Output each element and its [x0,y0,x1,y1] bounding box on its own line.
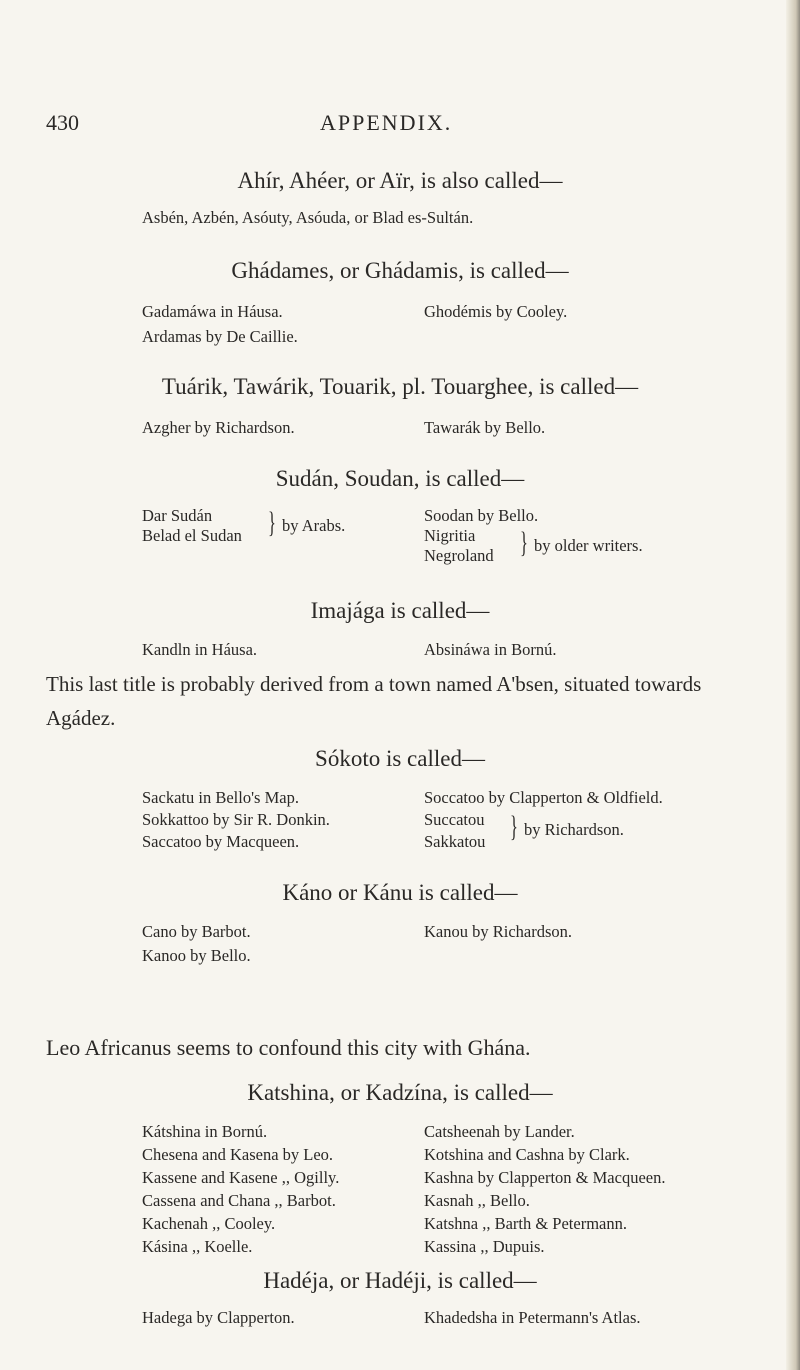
heading-ghadames: Ghádames, or Ghádamis, is called— [231,258,569,283]
page-edge-shadow [786,0,800,1370]
imajaga-left-1: Kandln in Háusa. [142,640,258,659]
ahir-names: Asbén, Azbén, Asóuty, Asóuda, or Blad es-Sultán. [142,208,474,227]
heading-sokoto: Sókoto is called— [315,746,485,771]
sokoto-left-2: Sokkattoo by Sir R. Donkin. [142,810,330,829]
sudan-left-1: Dar Sudán [142,506,213,525]
tuarik-left-1: Azgher by Richardson. [142,418,295,437]
katshina-right-6: Kassina ,, Dupuis. [424,1237,545,1256]
katshina-left-3: Kassene and Kasene ,, Ogilly. [142,1168,340,1187]
sokoto-right-note: by Richardson. [524,820,624,839]
brace-arabs: } [268,506,276,539]
sudan-right-1: Soodan by Bello. [424,506,539,525]
sudan-right-3: Negroland [424,546,494,565]
katshina-left-2: Chesena and Kasena by Leo. [142,1145,334,1164]
note-leo-africanus: Leo Africanus seems to confound this city with Ghána. [46,1035,531,1060]
katshina-right-4: Kasnah ,, Bello. [424,1191,530,1210]
sudan-left-2: Belad el Sudan [142,526,242,545]
sudan-left-note: by Arabs. [282,516,346,535]
katshina-right-5: Katshna ,, Barth & Petermann. [424,1214,627,1233]
tuarik-right-1: Tawarák by Bello. [424,418,546,437]
page-number: 430 [46,110,79,135]
hadeja-right-1: Khadedsha in Petermann's Atlas. [424,1308,641,1327]
hadeja-left-1: Hadega by Clapperton. [142,1308,295,1327]
katshina-left-5: Kachenah ,, Cooley. [142,1214,276,1233]
brace-richardson: } [510,810,518,843]
sokoto-left-1: Sackatu in Bello's Map. [142,788,299,807]
kano-left-1: Cano by Barbot. [142,922,251,941]
heading-sudan: Sudán, Soudan, is called— [275,466,525,491]
note-absen: This last title is probably derived from a town named A'bsen, situated towards Agádez. [46,672,702,730]
heading-ahir: Ahír, Ahéer, or Aïr, is also called— [237,168,563,193]
heading-hadeja: Hadéja, or Hadéji, is called— [263,1268,537,1293]
running-head: APPENDIX. [320,110,453,135]
heading-kano: Káno or Kánu is called— [282,880,518,905]
katshina-right-3: Kashna by Clapperton & Macqueen. [424,1168,666,1187]
sokoto-right-1: Soccatoo by Clapperton & Oldfield. [424,788,663,807]
sokoto-right-2: Succatou [424,810,485,829]
katshina-left-4: Cassena and Chana ,, Barbot. [142,1191,336,1210]
sudan-right-2: Nigritia [424,526,476,545]
heading-katshina: Katshina, or Kadzína, is called— [247,1080,553,1105]
sudan-right-note: by older writers. [534,536,643,555]
katshina-left-6: Kásina ,, Koelle. [142,1237,253,1256]
ghadames-right-1: Ghodémis by Cooley. [424,302,568,321]
katshina-right-1: Catsheenah by Lander. [424,1122,575,1141]
brace-older-writers: } [520,526,528,559]
heading-imajaga: Imajága is called— [310,598,490,623]
imajaga-right-1: Absináwa in Bornú. [424,640,557,659]
kano-left-2: Kanoo by Bello. [142,946,251,965]
sokoto-right-3: Sakkatou [424,832,486,851]
katshina-left-1: Kátshina in Bornú. [142,1122,268,1141]
heading-tuarik: Tuárik, Tawárik, Touarik, pl. Touarghee, is called— [161,374,639,399]
kano-right-1: Kanou by Richardson. [424,922,573,941]
ghadames-left-1: Gadamáwa in Háusa. [142,302,283,321]
ghadames-left-2: Ardamas by De Caillie. [142,327,298,346]
sokoto-left-3: Saccatoo by Macqueen. [142,832,300,851]
katshina-right-2: Kotshina and Cashna by Clark. [424,1145,630,1164]
